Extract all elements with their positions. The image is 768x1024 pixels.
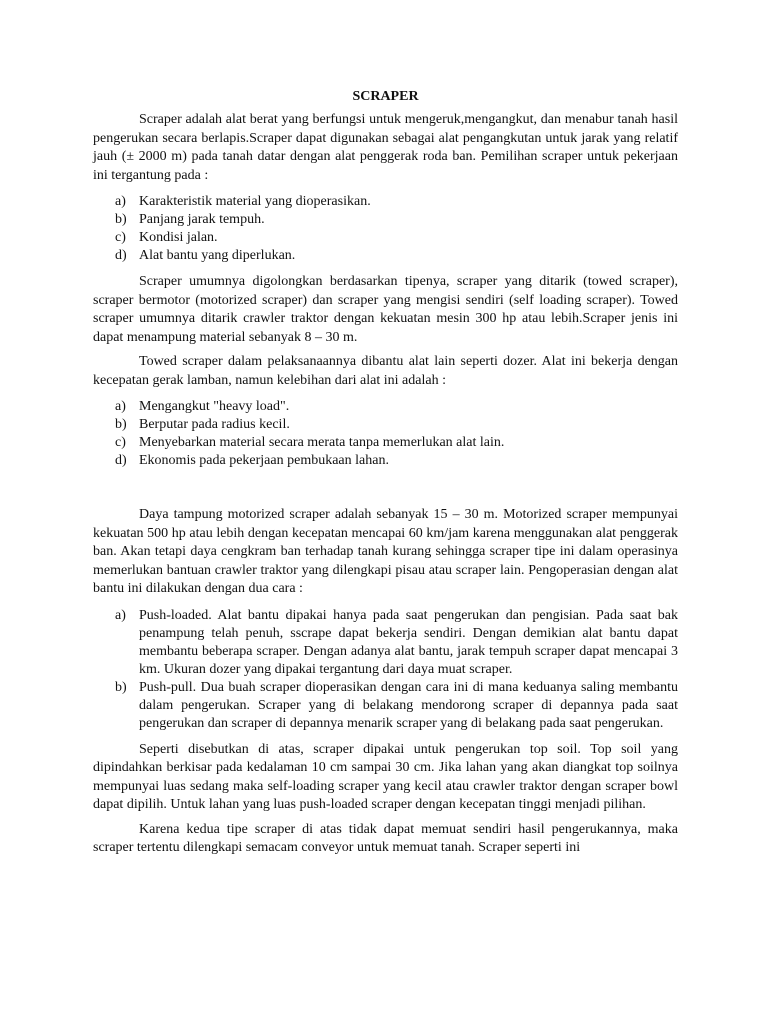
list-marker: d): [115, 248, 127, 263]
list-item: [93, 434, 678, 452]
paragraph-conveyor: Karena kedua tipe scraper di atas tidak dapat memuat sendiri hasil pengerukannya, maka scraper tertentu dilengkapi semacam conveyor untuk memuat tanah. Scraper seperti ini: [93, 821, 678, 855]
spacer: [93, 478, 678, 506]
list-item: [93, 416, 678, 434]
selection-criteria-list: [93, 193, 678, 265]
list-item-text: Ekonomis pada pekerjaan pembukaan lahan.: [139, 453, 389, 468]
list-item: [93, 247, 678, 265]
document-title: SCRAPER: [352, 89, 419, 104]
list-item-text: Push-pull. Dua buah scraper dioperasikan dengan cara ini di mana keduanya saling membantu dalam pengerukan. Scraper yang di belakang mendorong scraper di depannya pada saat pengerukan dan scraper di depannya menarik scraper yang di belakang pada saat pengerukan.: [139, 679, 678, 731]
list-item-text: Kondisi jalan.: [139, 230, 218, 245]
list-item-text: Karakteristik material yang dioperasikan.: [139, 194, 371, 209]
operation-methods-list: [93, 607, 678, 733]
list-item-text: Push-loaded. Alat bantu dipakai hanya pada saat pengerukan dan pengisian. Pada saat bak penampung telah penuh, sscrape dapat bekerja sendiri. Dengan demikian alat bantu dapat membantu beberapa scraper. Dengan adanya alat bantu, jarak tempuh scraper dapat mencapai 3 km. Ukuran dozer yang dipakai tergantung dari daya muat scraper.: [139, 607, 678, 677]
list-item-text: Berputar pada radius kecil.: [139, 417, 290, 432]
list-item: [93, 607, 678, 679]
list-item: [93, 211, 678, 229]
list-marker: a): [115, 607, 126, 623]
list-item: [93, 193, 678, 211]
list-item-text: Alat bantu yang diperlukan.: [139, 248, 296, 263]
paragraph-intro: Scraper adalah alat berat yang berfungsi untuk mengeruk,mengangkut, dan menabur tanah hasil pengerukan secara berlapis.Scraper dapat digunakan sebagai alat pengangkutan untuk jarak yang relatif jauh (± 2000 m) pada tanah datar dengan alat penggerak roda ban. Pemilihan scraper untuk pekerjaan ini tergantung pada :: [93, 112, 678, 183]
paragraph-towed: Towed scraper dalam pelaksanaannya dibantu alat lain seperti dozer. Alat ini bekerja dengan kecepatan gerak lamban, namun kelebihan dari alat ini adalah :: [93, 354, 678, 388]
list-item: [93, 229, 678, 247]
list-item-text: Panjang jarak tempuh.: [139, 212, 265, 227]
paragraph-topsoil: Seperti disebutkan di atas, scraper dipakai untuk pengerukan top soil. Top soil yang dipindahkan berkisar pada kedalaman 10 cm sampai 30 cm. Jika lahan yang akan diangkat top soilnya mempunyai luas sedang maka self-loading scraper yang kecil atau crawler traktor dengan scraper bowl dapat dipilih. Untuk lahan yang luas push-loaded scraper dengan kecepatan tinggi menjadi pilihan.: [93, 741, 678, 812]
advantages-list: [93, 398, 678, 470]
list-item-text: Menyebarkan material secara merata tanpa memerlukan alat lain.: [139, 435, 505, 450]
list-marker: a): [115, 399, 126, 414]
list-marker: c): [115, 435, 126, 450]
list-marker: c): [115, 230, 126, 245]
paragraph-motorized: Daya tampung motorized scraper adalah sebanyak 15 – 30 m. Motorized scraper mempunyai kekuatan 500 hp atau lebih dengan kecepatan mencapai 60 km/jam karena menggunakan alat penggerak ban. Akan tetapi daya cengkram ban terhadap tanah kurang sehingga scraper tipe ini dalam operasinya memerlukan bantuan crawler traktor yang dilengkapi pisau atau scraper lain. Pengoperasian dengan alat bantu ini dilakukan dengan dua cara :: [93, 507, 678, 596]
list-item-text: Mengangkut "heavy load".: [139, 399, 290, 414]
list-item: [93, 452, 678, 470]
list-marker: b): [115, 417, 127, 432]
paragraph-types: Scraper umumnya digolongkan berdasarkan tipenya, scraper yang ditarik (towed scraper), scraper bermotor (motorized scraper) dan scraper yang mengisi sendiri (self loading scraper). Towed scraper umumnya ditarik crawler traktor dengan kekuatan mesin 300 hp atau lebih.Scraper jenis ini dapat menampung material sebanyak 8 – 30 m.: [93, 274, 678, 345]
list-marker: b): [115, 679, 127, 695]
list-item: [93, 679, 678, 733]
list-marker: b): [115, 212, 127, 227]
list-item: [93, 398, 678, 416]
list-marker: d): [115, 453, 127, 468]
list-marker: a): [115, 194, 126, 209]
